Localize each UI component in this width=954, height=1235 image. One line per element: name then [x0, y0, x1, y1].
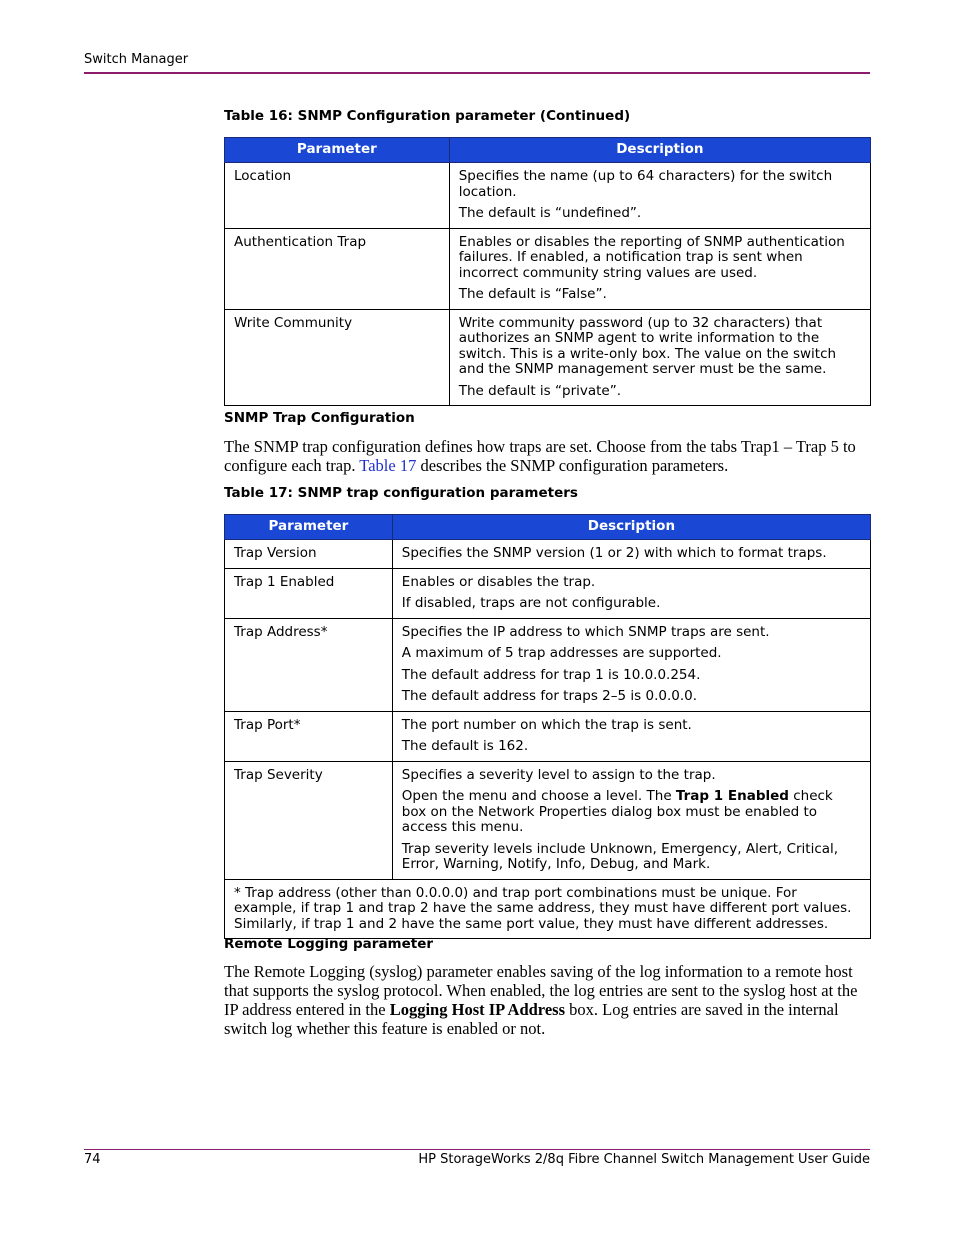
column-header-parameter: Parameter — [225, 515, 393, 540]
description-text: Specifies the IP address to which SNMP traps are sent. — [401, 623, 770, 640]
description-cell — [449, 309, 870, 406]
description-text: The port number on which the trap is sent. — [401, 716, 692, 733]
parameter-cell: Trap Version — [225, 540, 393, 569]
table-row — [225, 309, 871, 406]
description-text: The default address for traps 2–5 is 0.0.0.0. — [401, 688, 697, 704]
table-row — [225, 540, 871, 569]
running-header: Switch Manager — [84, 52, 189, 67]
table-row — [225, 228, 871, 309]
description-text: If disabled, traps are not configurable. — [401, 595, 661, 611]
description-cell — [392, 618, 870, 711]
description-text: Specifies the SNMP version (1 or 2) with which to format traps. — [401, 545, 827, 561]
table-17-caption: Table 17: SNMP trap configuration parameters — [224, 485, 578, 501]
body-paragraph — [224, 962, 870, 1038]
description-text: The default is “private”. — [458, 382, 622, 399]
description-text: Enables or disables the trap. — [401, 573, 596, 590]
header-rule — [84, 72, 870, 74]
table-header-row — [225, 515, 871, 540]
table-row — [225, 163, 871, 229]
parameter-cell: Trap Severity — [225, 761, 393, 879]
description-text: A maximum of 5 trap addresses are supported. — [401, 645, 722, 661]
description-cell — [392, 540, 870, 569]
body-paragraph — [224, 437, 870, 475]
description-text-part: Open the menu and choose a level. The — [401, 788, 676, 804]
column-header-description: Description — [392, 515, 870, 540]
description-text: Trap severity levels include Unknown, Emergency, Alert, Critical, Error, Warning, Notify, Info, Debug, and Mark. — [401, 840, 839, 872]
parameter-cell: Trap Port* — [225, 711, 393, 761]
table-16 — [224, 137, 871, 406]
description-cell — [392, 711, 870, 761]
page-number: 74 — [84, 1152, 101, 1167]
table-header-row — [225, 138, 871, 163]
parameter-cell: Authentication Trap — [225, 228, 450, 309]
table-16-caption: Table 16: SNMP Configuration parameter (Continued) — [224, 108, 631, 124]
description-text: Write community password (up to 32 characters) that authorizes an SNMP agent to write information to the switch. This is a write-only box. The value on the switch and the SNMP management server must be the same. — [458, 314, 837, 377]
description-cell — [449, 163, 870, 229]
column-header-description: Description — [449, 138, 870, 163]
description-cell — [392, 568, 870, 618]
description-text: The default is “False”. — [458, 286, 607, 302]
description-text: The default is 162. — [401, 738, 529, 754]
paragraph-text: The Remote Logging (syslog) parameter enables saving of the log information to a remote host that supports the syslog protocol. When enabled, the log entries are sent to the syslog host at the IP address entered in the — [224, 962, 858, 1019]
table-row — [225, 711, 871, 761]
parameter-cell: Trap 1 Enabled — [225, 568, 393, 618]
table-row — [225, 761, 871, 879]
column-header-parameter: Parameter — [225, 138, 450, 163]
paragraph-text: The SNMP trap configuration defines how traps are set. Choose from the tabs Trap1 – Trap 5 to configure each trap. — [224, 437, 856, 475]
description-cell — [392, 761, 870, 879]
table-row — [225, 568, 871, 618]
description-text: Enables or disables the reporting of SNMP authentication failures. If enabled, a notification trap is sent when incorrect community string values are used. — [458, 233, 845, 281]
description-text: Specifies a severity level to assign to the trap. — [401, 766, 716, 783]
paragraph-text: box. Log entries are saved in the internal switch log whether this feature is enabled or not. — [224, 1000, 839, 1038]
parameter-cell: Trap Address* — [225, 618, 393, 711]
section-heading-remote-logging: Remote Logging parameter — [224, 936, 434, 952]
description-text: Specifies the name (up to 64 characters) for the switch location. — [458, 168, 833, 200]
ui-term-logging-host-ip: Logging Host IP Address — [389, 1000, 565, 1019]
table-footnote-row — [225, 879, 871, 939]
description-cell — [449, 228, 870, 309]
table-row — [225, 618, 871, 711]
document-title: HP StorageWorks 2/8q Fibre Channel Switch Management User Guide — [418, 1152, 870, 1167]
description-text: The default address for trap 1 is 10.0.0.254. — [401, 666, 701, 683]
parameter-cell: Location — [225, 163, 450, 229]
description-text-part: check box on the Network Properties dialog box must be enabled to access this menu. — [401, 788, 833, 835]
description-text — [402, 789, 861, 836]
table-17-link[interactable]: Table 17 — [359, 456, 417, 475]
description-text: The default is “undefined”. — [458, 205, 642, 221]
footer-rule — [84, 1149, 870, 1150]
table-17 — [224, 514, 871, 939]
ui-term-trap-1-enabled: Trap 1 Enabled — [675, 788, 789, 804]
parameter-cell: Write Community — [225, 309, 450, 406]
paragraph-text: describes the SNMP configuration parameters. — [416, 456, 729, 475]
table-footnote: * Trap address (other than 0.0.0.0) and trap port combinations must be unique. For example, if trap 1 and trap 2 have the same address, they must have different port values. Similarly, if trap 1 and 2 have the same port value, they must have different addresses. — [225, 879, 871, 939]
section-heading-snmp-trap: SNMP Trap Configuration — [224, 410, 415, 426]
